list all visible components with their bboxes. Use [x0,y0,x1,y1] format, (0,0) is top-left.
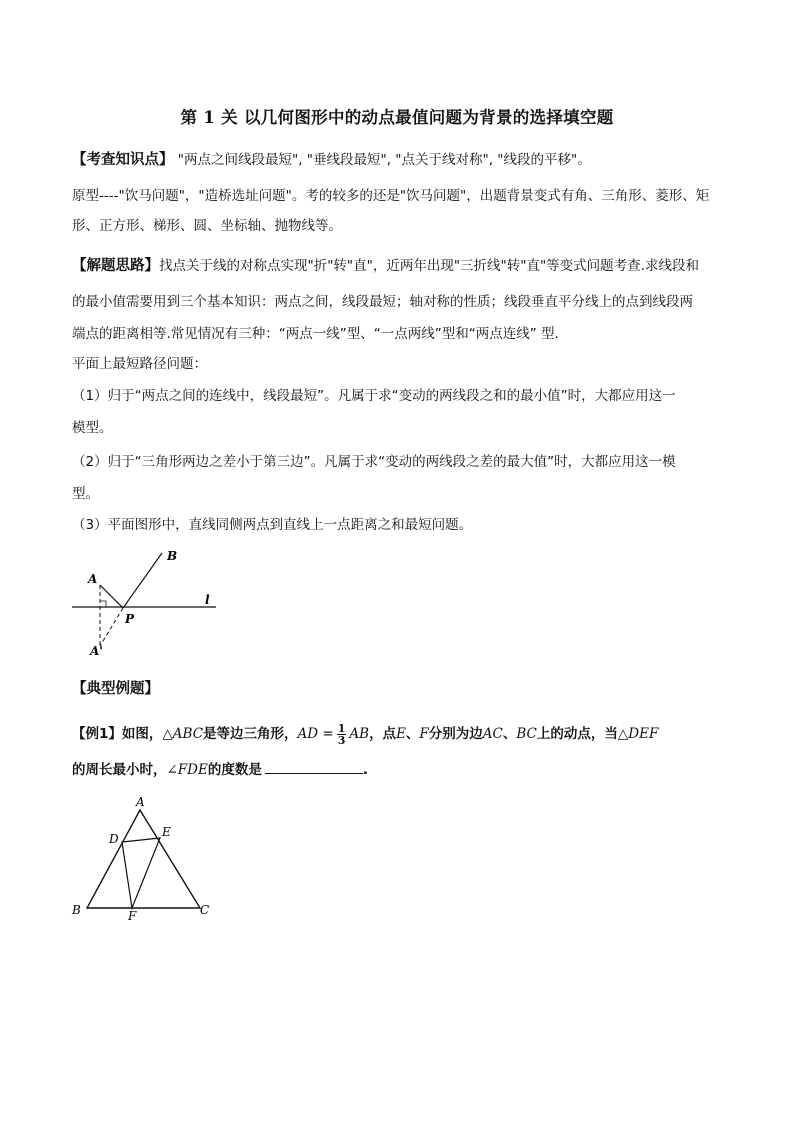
approach-heading: 【解题思路】 [72,258,159,274]
example-1-tag: 【例1】 [72,726,122,742]
label-p: P [125,612,135,626]
math-angle-fde: ∠FDE [166,762,208,778]
label-e: E [162,825,171,839]
example-1-text: 是等边三角形， [203,726,298,742]
fraction-one-third [337,723,347,746]
math-triangle-abc: △ABC [162,726,204,742]
example-1-text: 如图， [121,726,163,742]
triangle-def [122,838,160,908]
knowledge-line-3: 形、正方形、梯形、圆、坐标轴、抛物线等。 [72,218,342,234]
answer-blank[interactable] [265,759,363,774]
approach-text-1: 找点关于线的对称点实现"折"转"直"，近两年出现"三折线"转"直"等变式问题考查.求线段和 [159,258,699,274]
label-a: A [136,795,145,809]
approach-line-7: （2）归于“三角形两边之差小于第三边”。凡属于求“变动的两线段之差的最大值”时，大都应用这一模 [72,454,676,470]
math-ab: AB [349,726,370,742]
math-ac: AC [482,726,503,742]
example-1-text: 的度数是 [207,762,262,778]
math-ad: AD = [297,726,334,742]
approach-line-4: 平面上最短路径问题： [72,356,207,372]
triangle-abc [87,810,200,908]
segment-pa-prime [100,608,123,646]
right-angle-mark [100,601,106,607]
example-1-text: 分别为边 [428,726,483,742]
approach-line-5: （1）归于“两点之间的连线中，线段最短”。凡属于求“变动的两线段之和的最小值”时，大都应用这一 [72,388,676,404]
approach-line-6: 模型。 [72,420,113,436]
example-1-period: . [362,762,368,778]
label-b: B [167,549,178,563]
triangle-figure [66,790,216,920]
examples-heading-line [72,679,159,699]
math-bc: BC [516,726,537,742]
approach-line-3: 端点的距离相等.常见情况有三种：“两点一线”型、“一点两线”型和“两点连线” 型. [72,326,559,342]
example-1-text: 、 [502,726,517,742]
example-1-text: 上的动点，当 [536,726,618,742]
page-title: 第 1 关 以几何图形中的动点最值问题为背景的选择填空题 [180,108,614,127]
segment-ap [100,585,123,608]
reflection-figure [70,545,230,660]
label-c: C [200,903,210,917]
knowledge-heading: 【考查知识点】 [72,152,174,168]
knowledge-line-2: 原型----"饮马问题"，"造桥选址问题"。考的较多的还是"饮马问题"，出题背景变式有角、三角形、菱形、矩 [72,188,710,204]
examples-heading: 【典型例题】 [72,681,159,697]
fraction-denominator: 3 [337,733,346,747]
math-triangle-def: △DEF [617,726,659,742]
example-1-text: 、 [405,726,420,742]
math-f: F [419,726,429,742]
example-1-text: ，点 [369,726,397,742]
approach-line-9: （3）平面图形中，直线同侧两点到直线上一点距离之和最短问题。 [72,517,473,533]
approach-line-1 [72,256,699,276]
label-l: l [205,593,210,607]
label-a-prime: A' [90,644,103,658]
example-1-line-1 [72,722,658,746]
example-1-text: 的周长最小时， [72,762,167,778]
math-e: E [396,726,406,742]
approach-line-2: 的最小值需要用到三个基本知识：两点之间，线段最短；轴对称的性质；线段垂直平分线上的点到线段两 [72,294,693,310]
label-b: B [72,903,81,917]
label-a: A [88,572,98,586]
knowledge-line-1 [72,150,591,170]
segment-pb [123,553,162,608]
fraction-numerator: 1 [337,721,346,735]
label-f: F [128,909,137,920]
approach-line-8: 型。 [72,486,99,502]
knowledge-text-1: "两点之间线段最短", "垂线段最短", "点关于线对称", "线段的平移"。 [173,152,591,168]
example-1-line-2 [72,759,368,780]
label-d: D [109,832,119,846]
